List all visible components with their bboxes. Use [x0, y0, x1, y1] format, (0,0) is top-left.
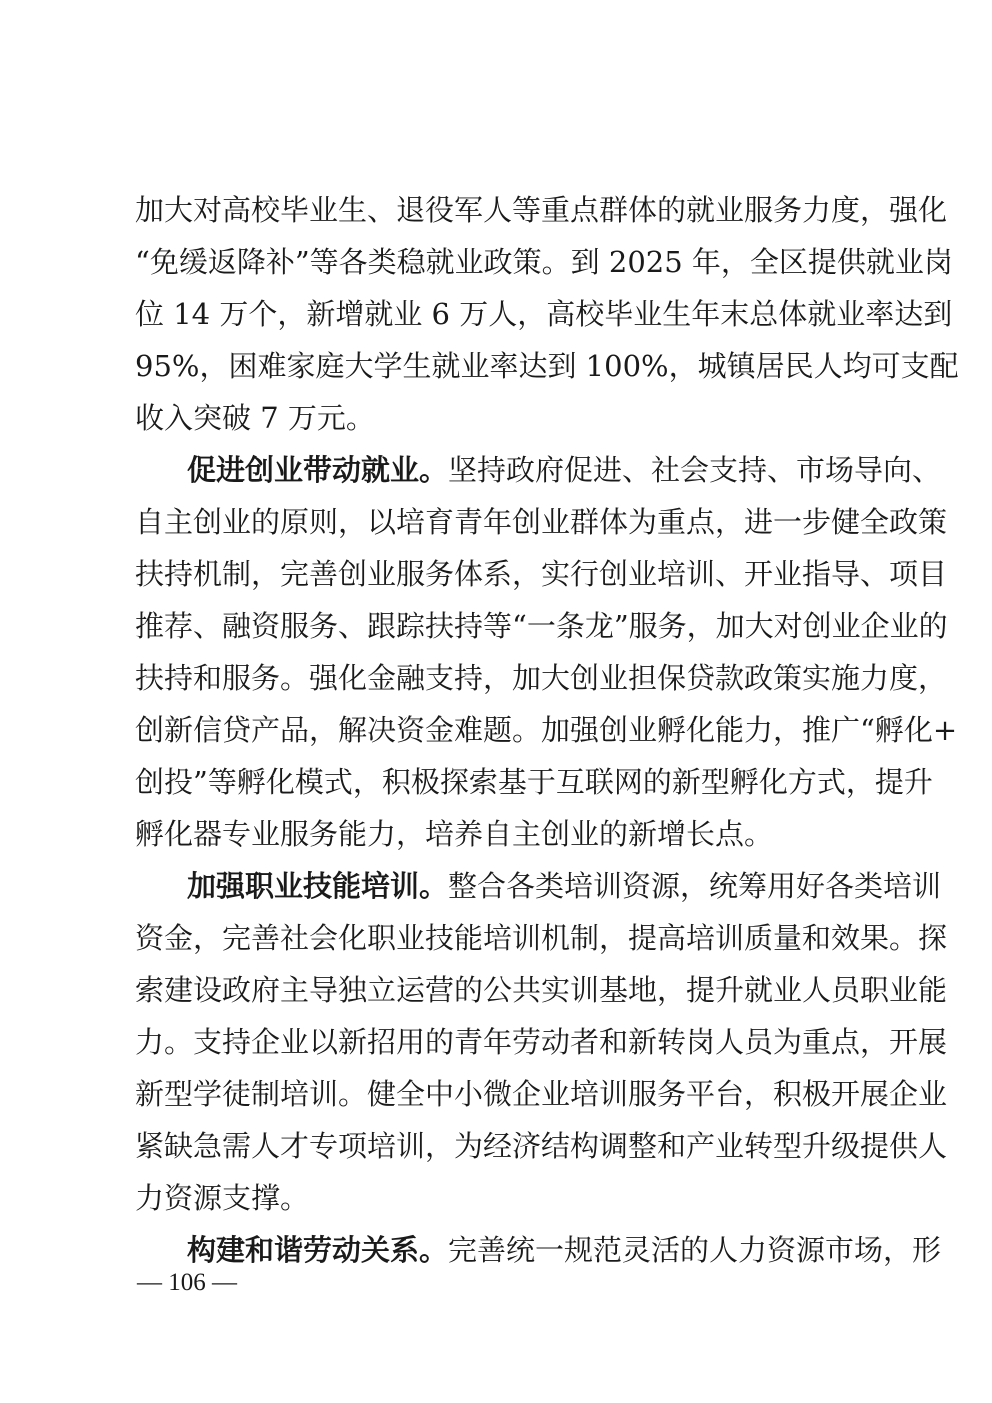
section-heading: 促进创业带动就业。 [187, 453, 449, 487]
section-heading: 构建和谐劳动关系。 [187, 1233, 449, 1267]
body-text: 完善统一规范灵活的人力资源市场，形 [448, 1233, 942, 1267]
body-line: 推荐、融资服务、跟踪扶持等“一条龙”服务，加大对创业企业的 [135, 609, 948, 643]
body-line: “免缓返降补”等各类稳就业政策。到 2025 年，全区提供就业岗 [135, 245, 953, 279]
body-text: 坚持政府促进、社会支持、市场导向、 [448, 453, 942, 487]
body-line: 索建设政府主导独立运营的公共实训基地，提升就业人员职业能 [135, 973, 948, 1007]
body-line: 孵化器专业服务能力，培养自主创业的新增长点。 [135, 817, 774, 851]
body-line: 自主创业的原则，以培育青年创业群体为重点，进一步健全政策 [135, 505, 948, 539]
paragraph-first-line [187, 856, 942, 916]
body-line: 加大对高校毕业生、退役军人等重点群体的就业服务力度，强化 [135, 193, 948, 227]
body-line: 扶持和服务。强化金融支持，加大创业担保贷款政策实施力度， [135, 661, 948, 695]
body-line: 创投”等孵化模式，积极探索基于互联网的新型孵化方式，提升 [135, 765, 933, 799]
body-line: 资金，完善社会化职业技能培训机制，提高培训质量和效果。探 [135, 921, 948, 955]
body-line: 创新信贷产品，解决资金难题。加强创业孵化能力，推广“孵化+ [135, 713, 958, 747]
body-line: 力资源支撑。 [135, 1181, 310, 1215]
paragraph-first-line [187, 440, 942, 500]
body-line: 新型学徒制培训。健全中小微企业培训服务平台，积极开展企业 [135, 1077, 948, 1111]
body-line: 力。支持企业以新招用的青年劳动者和新转岗人员为重点，开展 [135, 1025, 948, 1059]
body-line: 扶持机制，完善创业服务体系，实行创业培训、开业指导、项目 [135, 557, 948, 591]
body-text: 整合各类培训资源，统筹用好各类培训 [448, 869, 942, 903]
body-line: 95%，困难家庭大学生就业率达到 100%，城镇居民人均可支配 [135, 349, 959, 383]
body-line: 位 14 万个，新增就业 6 万人，高校毕业生年末总体就业率达到 [135, 297, 953, 331]
page-number: — 106 — [137, 1269, 237, 1296]
section-heading: 加强职业技能培训。 [187, 869, 449, 903]
body-line: 收入突破 7 万元。 [135, 401, 375, 435]
paragraph-first-line [187, 1220, 942, 1280]
body-line: 紧缺急需人才专项培训，为经济结构调整和产业转型升级提供人 [135, 1129, 948, 1163]
